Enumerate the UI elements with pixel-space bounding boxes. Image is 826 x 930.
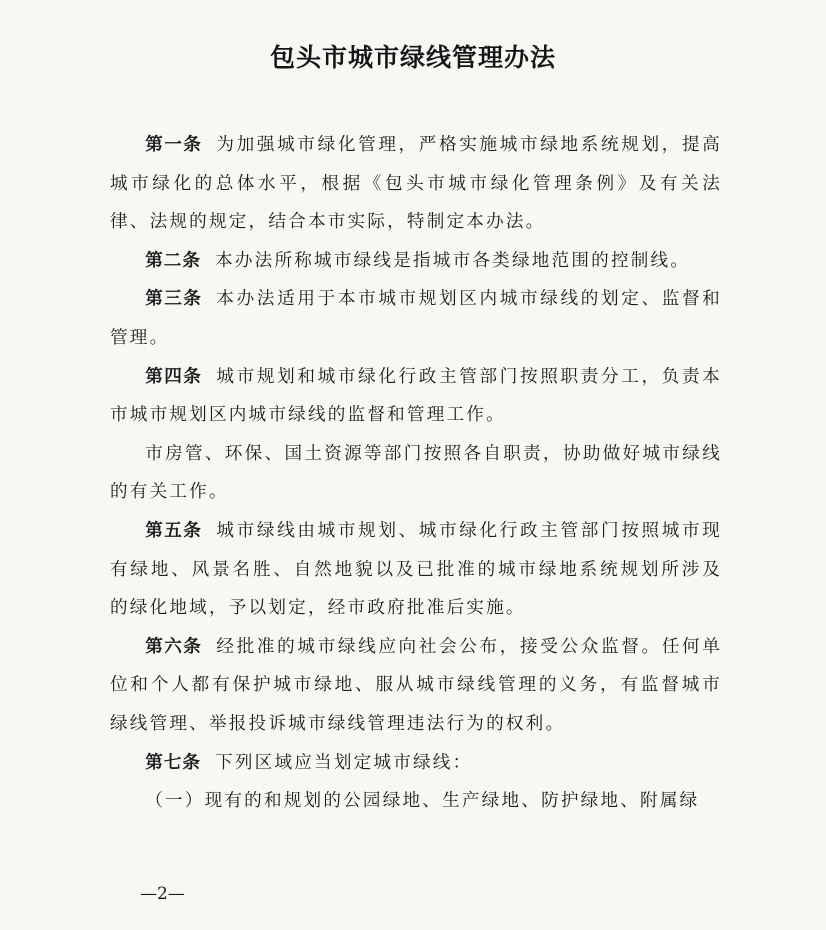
- article-5: [110, 512, 722, 628]
- article-text: 城市绿线由城市规划、城市绿化行政主管部门按照城市现有绿地、风景名胜、自然地貌以及已批准的城市绿地系统规划所涉及的绿化地域，予以划定，经市政府批准后实施。: [110, 520, 722, 619]
- article-7: [110, 744, 722, 783]
- article-label: 第四条: [145, 366, 203, 387]
- article-text: 本办法适用于本市城市规划区内城市绿线的划定、监督和管理。: [110, 289, 722, 348]
- article-7-item-1: [110, 782, 722, 821]
- article-text: 市房管、环保、国土资源等部门按照各自职责，协助做好城市绿线的有关工作。: [110, 443, 722, 503]
- article-text: 经批准的城市绿线应向社会公布，接受公众监督。任何单位和个人都有保护城市绿地、服从城市绿线管理的义务，有监督城市绿线管理、举报投诉城市绿线管理违法行为的权利。: [110, 636, 722, 734]
- article-3: [110, 280, 722, 357]
- article-2: [110, 242, 722, 281]
- article-text: 为加强城市绿化管理，严格实施城市绿地系统规划，提高城市绿化的总体水平，根据《包头市城市绿化管理条例》及有关法律、法规的规定，结合本市实际，特制定本办法。: [110, 135, 722, 233]
- article-4-paragraph-2: [110, 435, 722, 512]
- document-body: [110, 126, 722, 821]
- article-label: 第二条: [145, 250, 201, 271]
- article-label: 第七条: [145, 752, 201, 773]
- article-6: [110, 628, 722, 744]
- article-text: 下列区域应当划定城市绿线：: [215, 752, 473, 773]
- article-label: 第三条: [145, 289, 203, 310]
- page-number: —2—: [140, 884, 185, 904]
- article-text: （一）现有的和规划的公园绿地、生产绿地、防护绿地、附属绿: [145, 791, 700, 812]
- article-label: 第六条: [145, 636, 203, 657]
- article-text: 城市规划和城市绿化行政主管部门按照职责分工，负责本市城市规划区内城市绿线的监督和管理工作。: [110, 366, 722, 426]
- article-text: 本办法所称城市绿线是指城市各类绿地范围的控制线。: [215, 250, 691, 271]
- article-label: 第一条: [145, 135, 203, 155]
- document-title: 包头市城市绿线管理办法: [269, 43, 556, 72]
- article-label: 第五条: [145, 520, 203, 541]
- article-4: [110, 358, 722, 435]
- article-1: [110, 126, 722, 242]
